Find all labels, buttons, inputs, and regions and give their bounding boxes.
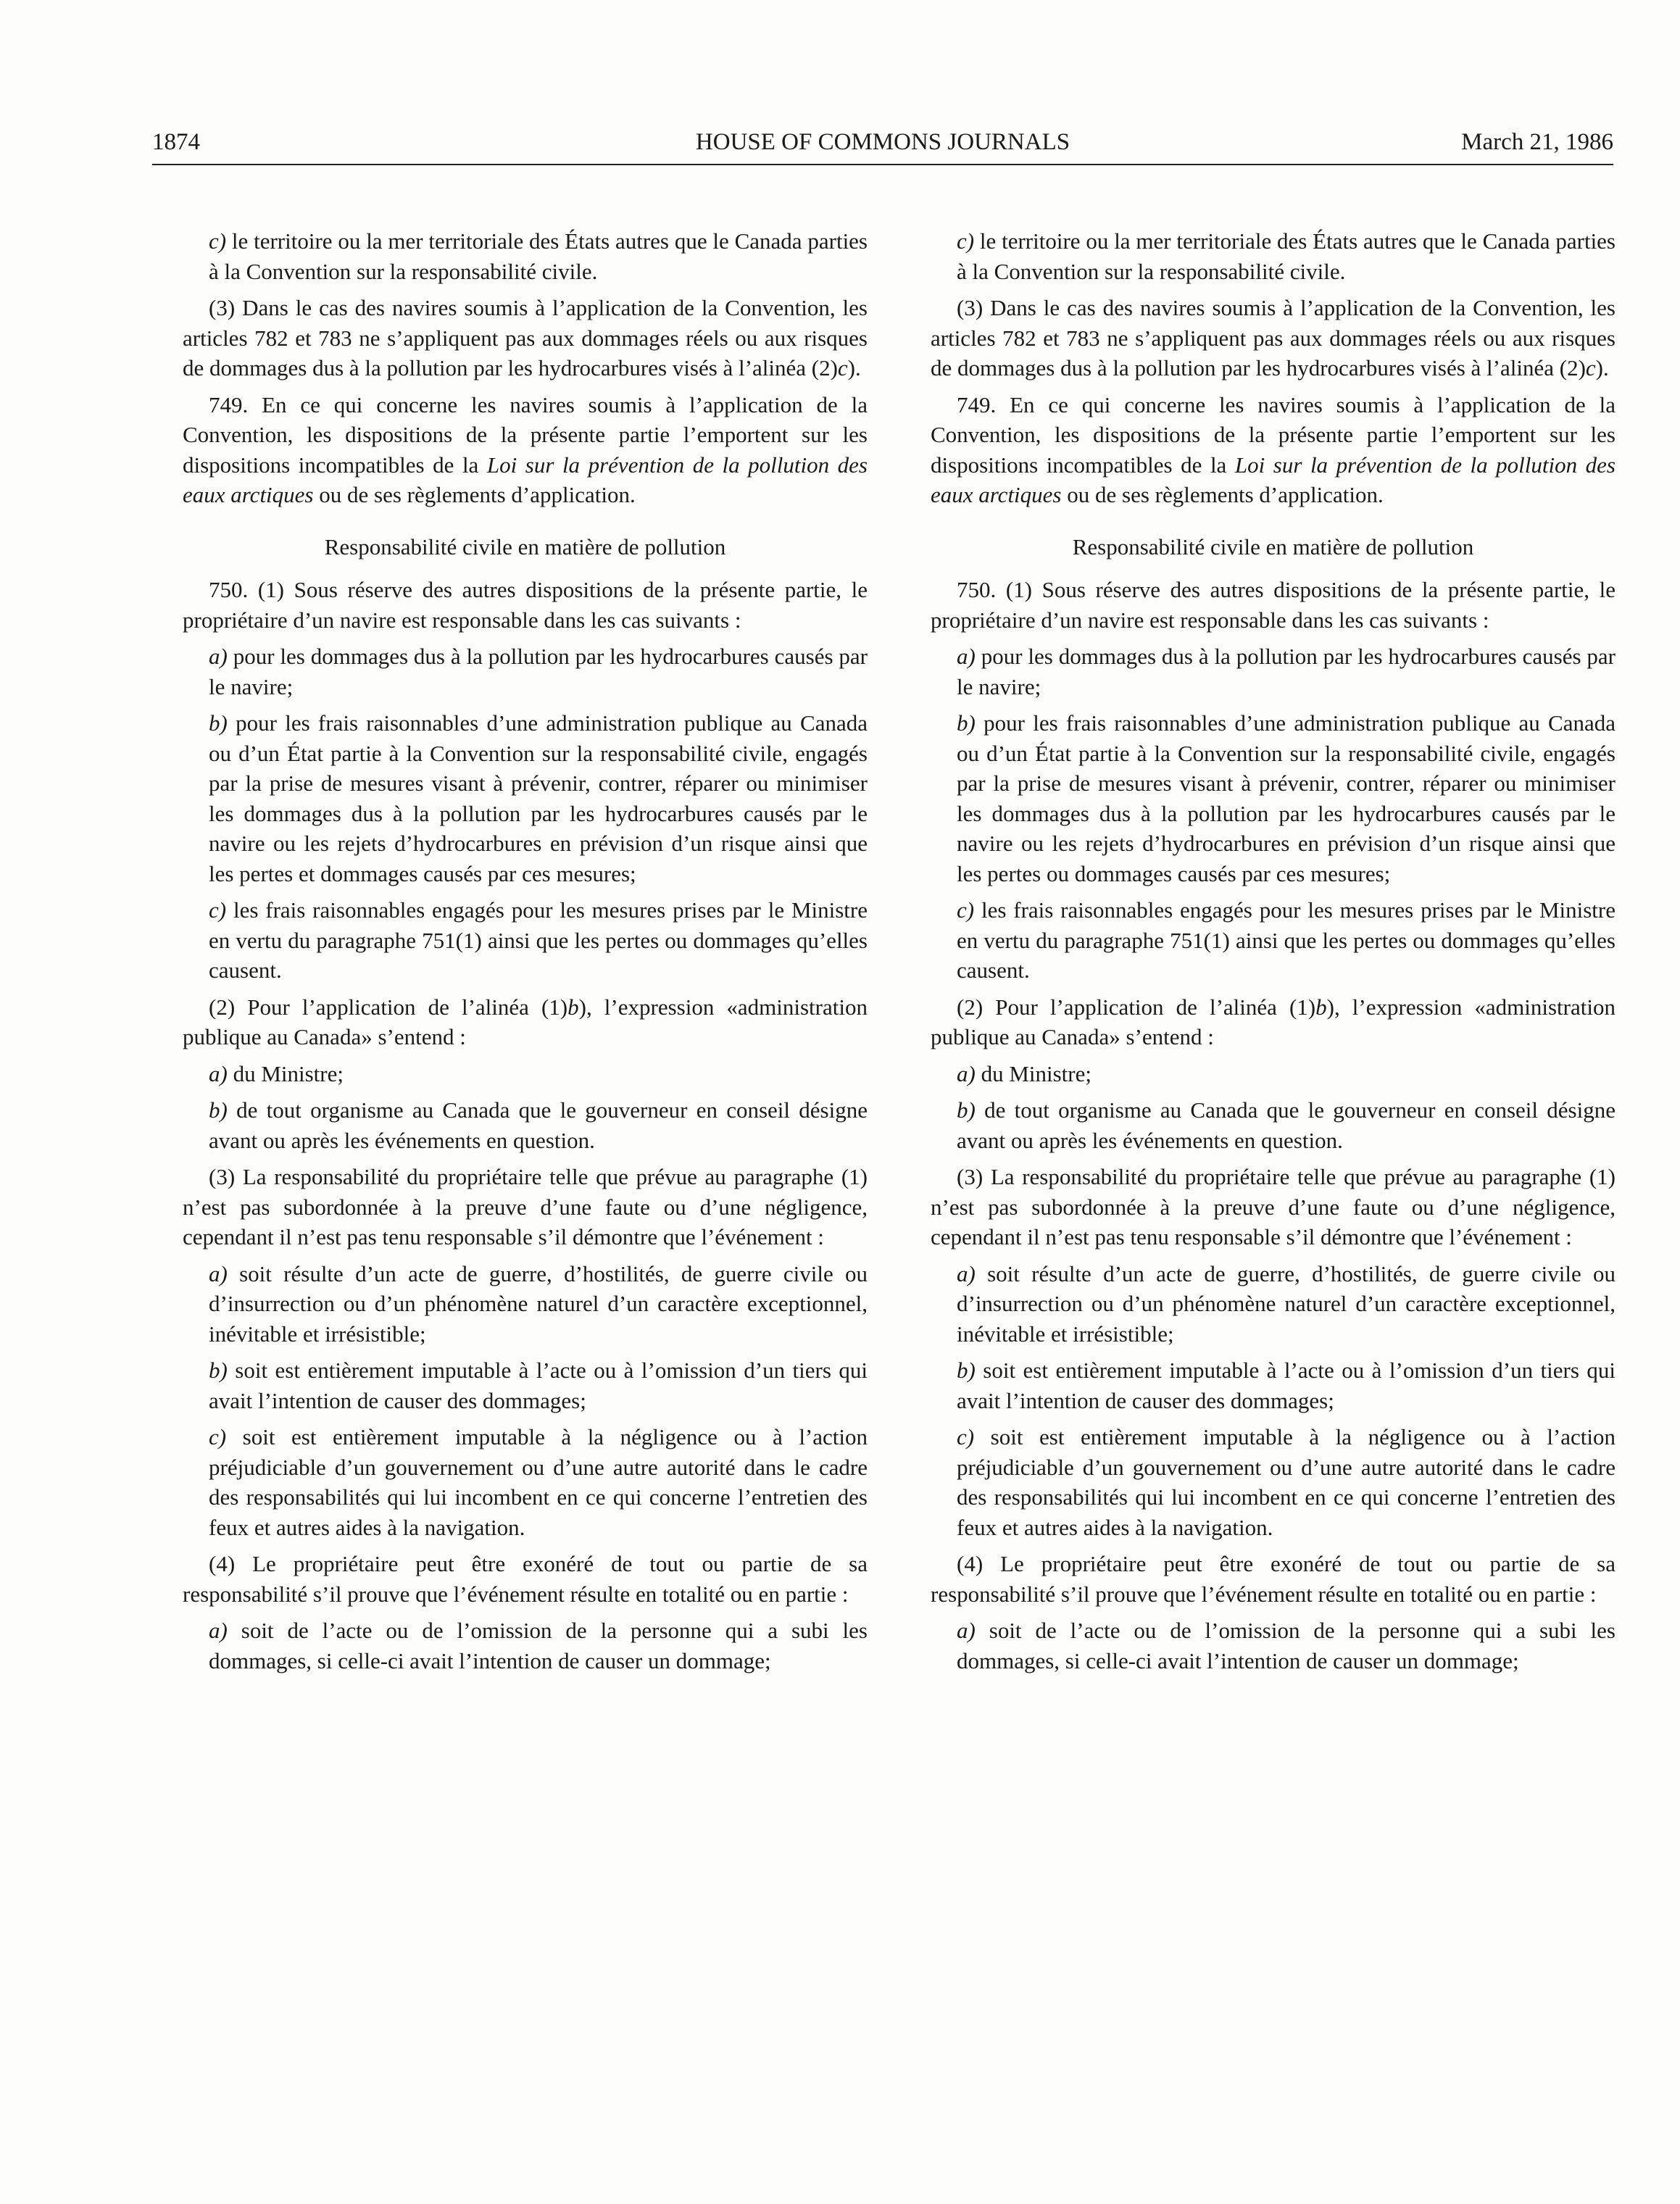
paragraph-750-2-b: b) de tout organisme au Canada que le gouverneur en conseil désigne avant ou après les événements en question.: [957, 1097, 1615, 1153]
paragraph-750-1: 750. (1) Sous réserve des autres dispositions de la présente partie, le propriétaire d’un navire est responsable dans les cas suivants :: [183, 577, 868, 633]
paragraph-750-2-a: a) du Ministre;: [957, 1060, 1091, 1086]
paragraph-750-1-c: c) les frais raisonnables engagés pour les mesures prises par le Ministre en vertu du paragraphe 751(1) ainsi que les pertes ou dommages qu’elles causent.: [209, 897, 868, 983]
right-column: [931, 226, 1615, 1682]
item-letter: c): [209, 228, 227, 254]
page-number: 1874: [152, 129, 200, 155]
section-heading: Responsabilité civile en matière de pollution: [324, 533, 726, 560]
paragraph-749: 749. En ce qui concerne les navires soumis à l’application de la Convention, les dispositions de la présente partie l’emportent sur les dispositions incompatibles de la Loi sur la prévention de la pollution des eaux arctiques ou de ses règlements d’application.: [183, 391, 868, 507]
paragraph-c-territory: c) le territoire ou la mer territoriale des États autres que le Canada parties à la Convention sur la responsabilité civile.: [209, 228, 868, 284]
paragraph-750-3-c: c) soit est entièrement imputable à la négligence ou à l’action préjudiciable d’un gouvernement ou d’une autre autorité dans le cadre des responsabilités qui lui incombent en ce qui concerne l’entretien des feux et autres aides à la navigation.: [209, 1424, 868, 1540]
paragraph-750-3-a: a) soit résulte d’un acte de guerre, d’hostilités, de guerre civile ou d’insurrection ou d’un phénomène naturel d’un caractère exceptionnel, inévitable et irrésistible;: [209, 1260, 868, 1347]
paragraph-750-3-a: a) soit résulte d’un acte de guerre, d’hostilités, de guerre civile ou d’insurrection ou d’un phénomène naturel d’un caractère exceptionnel, inévitable et irrésistible;: [957, 1260, 1615, 1347]
paragraph-750-3-b: b) soit est entièrement imputable à l’acte ou à l’omission d’un tiers qui avait l’intention de causer des dommages;: [209, 1357, 868, 1413]
paragraph-750-2: (2) Pour l’application de l’alinéa (1)b), l’expression «administration publique au Canada» s’entend :: [183, 994, 868, 1049]
left-column: [183, 226, 868, 1682]
paragraph-749: 749. En ce qui concerne les navires soumis à l’application de la Convention, les dispositions de la présente partie l’emportent sur les dispositions incompatibles de la Loi sur la prévention de la pollution des eaux arctiques ou de ses règlements d’application.: [931, 391, 1616, 507]
paragraph-750-1-a: a) pour les dommages dus à la pollution par les hydrocarbures causés par le navire;: [957, 644, 1615, 699]
paragraph-750-4: (4) Le propriétaire peut être exonéré de tout ou partie de sa responsabilité s’il prouve que l’événement résulte en totalité ou en partie :: [183, 1551, 868, 1607]
paragraph-750-3-b: b) soit est entièrement imputable à l’acte ou à l’omission d’un tiers qui avait l’intention de causer des dommages;: [957, 1357, 1615, 1413]
paragraph-750-1-a: a) pour les dommages dus à la pollution par les hydrocarbures causés par le navire;: [209, 644, 868, 699]
journal-date: March 21, 1986: [1461, 129, 1613, 155]
section-heading: Responsabilité civile en matière de pollution: [1072, 533, 1474, 560]
paragraph-750-4-a: a) soit de l’acte ou de l’omission de la personne qui a subi les dommages, si celle-ci avait l’intention de causer un dommage;: [957, 1618, 1615, 1673]
paragraph-750-1-b: b) pour les frais raisonnables d’une administration publique au Canada ou d’un État partie à la Convention sur la responsabilité civile, engagés par la prise de mesures visant à prévenir, contrer, réparer ou minimiser les dommages dus à la pollution par les hydrocarbures causés par le navire ou les rejets d’hydrocarbures en prévision d’un risque ainsi que les pertes et dommages causés par ces mesures;: [209, 710, 868, 886]
paragraph-750-2: (2) Pour l’application de l’alinéa (1)b), l’expression «administration publique au Canada» s’entend :: [931, 994, 1615, 1049]
paragraph-750-1: 750. (1) Sous réserve des autres dispositions de la présente partie, le propriétaire d’un navire est responsable dans les cas suivants :: [931, 577, 1615, 633]
act-title: Loi sur la prévention de la pollution des eaux arctiques: [931, 452, 1616, 507]
paragraph-750-3: (3) La responsabilité du propriétaire telle que prévue au paragraphe (1) n’est pas subordonnée à la preuve d’une faute ou d’une négligence, cependant il n’est pas tenu responsable s’il démontre que l’événement :: [183, 1164, 868, 1249]
paragraph-748-3: (3) Dans le cas des navires soumis à l’application de la Convention, les articles 782 et 783 ne s’appliquent pas aux dommages réels ou aux risques de dommages dus à la pollution par les hydrocarbures visés à l’alinéa (2)c).: [183, 295, 868, 380]
item-letter: c): [957, 228, 975, 254]
paragraph-750-2-b: b) de tout organisme au Canada que le gouverneur en conseil désigne avant ou après les événements en question.: [209, 1097, 868, 1153]
page-header: [152, 128, 1613, 165]
paragraph-c-territory: c) le territoire ou la mer territoriale des États autres que le Canada parties à la Convention sur la responsabilité civile.: [957, 228, 1615, 284]
paragraph-750-2-a: a) du Ministre;: [209, 1060, 344, 1086]
paragraph-750-3: (3) La responsabilité du propriétaire telle que prévue au paragraphe (1) n’est pas subordonnée à la preuve d’une faute ou d’une négligence, cependant il n’est pas tenu responsable s’il démontre que l’événement :: [931, 1164, 1615, 1249]
paragraph-750-1-c: c) les frais raisonnables engagés pour les mesures prises par le Ministre en vertu du paragraphe 751(1) ainsi que les pertes ou dommages qu’elles causent.: [957, 897, 1615, 983]
paragraph-748-3: (3) Dans le cas des navires soumis à l’application de la Convention, les articles 782 et 783 ne s’appliquent pas aux dommages réels ou aux risques de dommages dus à la pollution par les hydrocarbures visés à l’alinéa (2)c).: [931, 295, 1615, 380]
paragraph-750-1-b: b) pour les frais raisonnables d’une administration publique au Canada ou d’un État partie à la Convention sur la responsabilité civile, engagés par la prise de mesures visant à prévenir, contrer, réparer ou minimiser les dommages dus à la pollution par les hydrocarbures causés par le navire ou les rejets d’hydrocarbures en prévision d’un risque ainsi que les pertes ou dommages causés par ces mesures;: [957, 710, 1615, 886]
paragraph-750-4: (4) Le propriétaire peut être exonéré de tout ou partie de sa responsabilité s’il prouve que l’événement résulte en totalité ou en partie :: [931, 1551, 1615, 1607]
paragraph-750-4-a: a) soit de l’acte ou de l’omission de la personne qui a subi les dommages, si celle-ci avait l’intention de causer un dommage;: [209, 1618, 868, 1673]
journal-title: HOUSE OF COMMONS JOURNALS: [695, 129, 1070, 155]
paragraph-750-3-c: c) soit est entièrement imputable à la négligence ou à l’action préjudiciable d’un gouvernement ou d’une autre autorité dans le cadre des responsabilités qui lui incombent en ce qui concerne l’entretien des feux et autres aides à la navigation.: [957, 1424, 1615, 1540]
act-title: Loi sur la prévention de la pollution des eaux arctiques: [183, 452, 868, 507]
